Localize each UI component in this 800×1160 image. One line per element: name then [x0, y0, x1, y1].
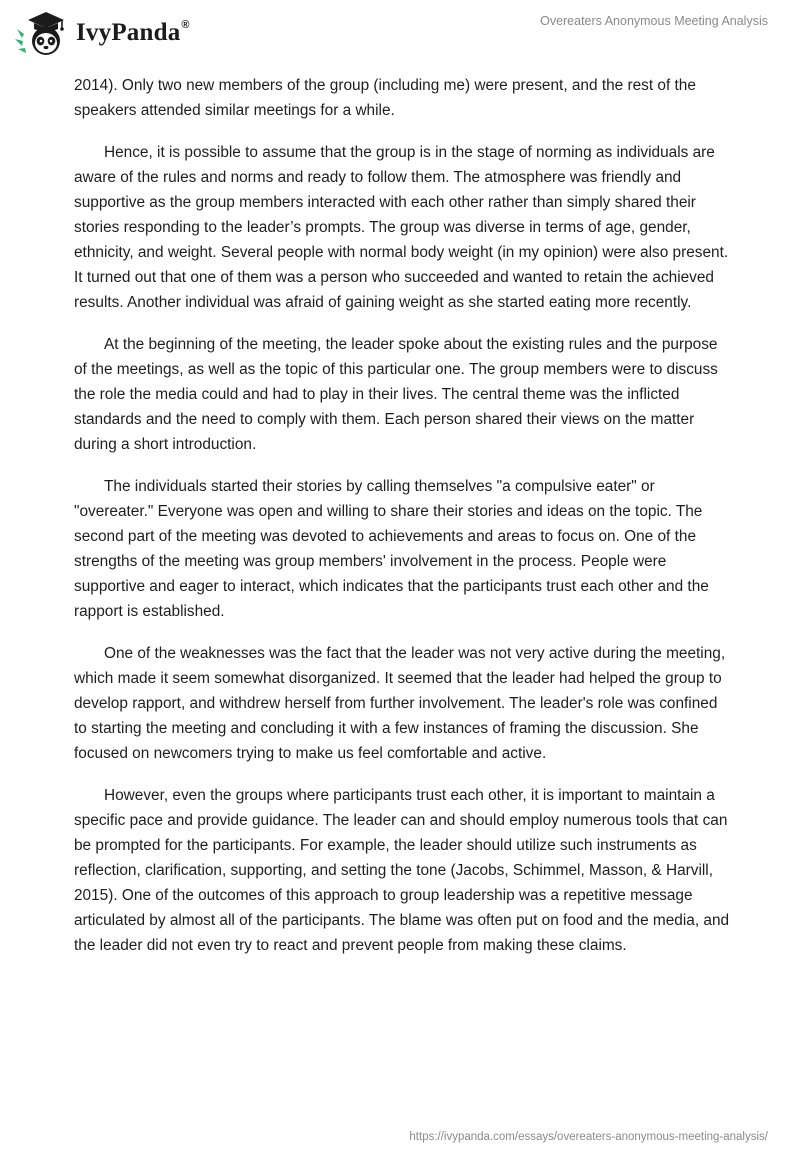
paragraph: Hence, it is possible to assume that the group is in the stage of norming as individuals are aware of the rules and norms and ready to follow them. The atmosphere was friendly and supportive as the group members interacted with each other rather than simply shared their stories responding to the leader’s prompts. The group was diverse in terms of age, gender, ethnicity, and weight. Several people with normal body weight (in my opinion) were also present. It turned out that one of them was a person who succeeded and wanted to retain the achieved results. Another individual was afraid of gaining weight as she started eating more recently.	[74, 144, 729, 311]
page-header	[0, 0, 800, 70]
brand-name: IvyPanda®	[76, 19, 190, 46]
paragraph: The individuals started their stories by calling themselves "a compulsive eater" or "overeater." Everyone was open and willing to share their stories and ideas on the topic. The second part of the meeting was devoted to achievements and areas to focus on. One of the strengths of the meeting was group members' involvement in the process. People were supportive and eager to interact, which indicates that the participants trust each other and the rapport is established.	[74, 478, 709, 620]
paragraph-continued: 2014). Only two new members of the group (including me) were present, and the rest of the speakers attended similar meetings for a while.	[74, 77, 696, 119]
essay-body	[74, 73, 730, 975]
paragraph: At the beginning of the meeting, the leader spoke about the existing rules and the purpose of the meetings, as well as the topic of this particular one. The group members were to discuss the role the media could and had to play in their lives. The central theme was the inflicted standards and the need to comply with them. Each person shared their views on the matter during a short introduction.	[74, 336, 718, 453]
panda-graduate-icon	[14, 8, 70, 58]
paragraph: However, even the groups where participants trust each other, it is important to maintain a specific pace and provide guidance. The leader can and should employ numerous tools that can be prompted for the participants. For example, the leader should utilize such instruments as reflection, clarification, supporting, and setting the tone (Jacobs, Schimmel, Masson, & Harvill, 2015). One of the outcomes of this approach to group leadership was a repetitive message articulated by almost all of the participants. The blame was often put on food and the media, and the leader did not even try to react and prevent people from making these claims.	[74, 787, 730, 954]
source-url-link[interactable]: https://ivypanda.com/essays/overeaters-anonymous-meeting-analysis/	[409, 1131, 768, 1143]
ivypanda-logo[interactable]	[14, 8, 190, 58]
paragraph: One of the weaknesses was the fact that the leader was not very active during the meeting, which made it seem somewhat disorganized. It seemed that the leader had helped the group to develop rapport, and withdrew herself from further involvement. The leader's role was confined to starting the meeting and concluding it with a few instances of framing the discussion. She focused on newcomers trying to make us feel comfortable and active.	[74, 645, 726, 762]
document-title: Overeaters Anonymous Meeting Analysis	[540, 14, 768, 28]
